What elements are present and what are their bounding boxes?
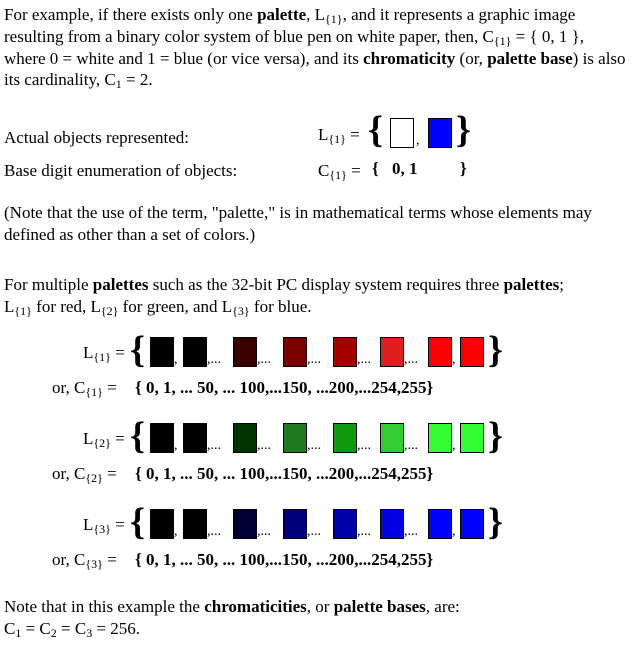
close-brace: } [488, 501, 503, 543]
palette-swatch [283, 509, 307, 539]
subscript: {1} [325, 12, 343, 26]
palette-base-label: or, $C_{\{2\}}$ = [52, 464, 117, 485]
palette-swatch [428, 337, 452, 367]
separator: ,... [257, 352, 271, 367]
palette-swatch [333, 337, 357, 367]
separator: ,... [307, 524, 321, 539]
text: , L [306, 5, 326, 24]
open-brace: { [130, 415, 145, 457]
separator: ,... [207, 524, 221, 539]
palette-enumeration: { 0, 1, ... 50, ... 100,...150, ...200,...254,255} [135, 464, 434, 483]
text: = 2. [121, 70, 153, 90]
footer-paragraph: Note that in this example the chromaticities, or palette bases, are: $C_1 = C_2 = C_3 = 256$. [4, 597, 460, 640]
separator: ,... [404, 352, 418, 367]
text: For example, if there exists only one [4, 5, 258, 24]
separator: ,... [257, 524, 271, 539]
palette-swatch [380, 509, 404, 539]
palette-swatch [428, 509, 452, 539]
separator: , [452, 352, 456, 367]
close-brace: } [456, 109, 471, 151]
separator: ,... [404, 438, 418, 453]
close-brace: } [488, 415, 503, 457]
separator: , [174, 352, 178, 367]
text: (or, [455, 48, 488, 68]
palette-base-label: or, $C_{\{3\}}$ = [52, 550, 117, 571]
palette-swatch [380, 337, 404, 367]
separator: ,... [307, 438, 321, 453]
text: = { 0, 1 }, where 0 = white and 1 = blue (or vice versa), and its [4, 26, 585, 68]
separator: ,... [357, 524, 371, 539]
close-brace: } [488, 329, 503, 371]
text: , and it represents a graphic image resulting from a binary color system of blue pen on white paper, then, C [4, 5, 576, 46]
note-paragraph: (Note that the use of the term, "palette," is in mathematical terms whose elements may defined as other than a set of colors.) [4, 203, 592, 244]
intro-paragraph [4, 4, 628, 91]
subscript: 1 [115, 77, 122, 92]
separator: ,... [307, 352, 321, 367]
palette-base-label: or, $C_{\{1\}}$ = [52, 378, 117, 399]
palette-enumeration: { 0, 1, ... 50, ... 100,...150, ...200,...254,255} [135, 550, 434, 569]
palette-swatch [233, 509, 257, 539]
palette-swatch [183, 423, 207, 453]
bold-term: palette [257, 5, 307, 24]
separator: , [452, 438, 456, 453]
palette-swatch [333, 423, 357, 453]
separator: , [174, 438, 178, 453]
palette-swatch [150, 337, 174, 367]
separator: ,... [404, 524, 418, 539]
separator: ,... [257, 438, 271, 453]
separator: , [452, 524, 456, 539]
open-brace: { [130, 329, 145, 371]
palette-label: $L_{\{1\}}$ = [83, 343, 125, 364]
text: ) is also its cardinality, C [4, 48, 626, 90]
bold-term: chromaticity [363, 48, 456, 68]
palette-swatch [333, 509, 357, 539]
base-digit-label: Base digit enumeration of objects: [4, 161, 238, 180]
subscript: {1} [493, 33, 512, 48]
palette-swatch [380, 423, 404, 453]
actual-objects-label: Actual objects represented: [4, 128, 190, 147]
separator: ,... [207, 352, 221, 367]
palette-swatch [183, 337, 207, 367]
palette-swatch [283, 423, 307, 453]
palette-swatch [283, 337, 307, 367]
separator: , [416, 133, 420, 148]
palette-label: $L_{\{3\}}$ = [83, 515, 125, 536]
enum-open: { [372, 159, 379, 178]
blue-swatch [428, 118, 452, 148]
separator: ,... [357, 438, 371, 453]
palette-swatch [460, 509, 484, 539]
palette-swatch [233, 337, 257, 367]
binary-base-label: $C_{\{1\}}$ = [318, 161, 361, 182]
binary-palette-label: $L_{\{1\}}$ = [318, 125, 360, 146]
open-brace: { [130, 501, 145, 543]
palette-label: $L_{\{2\}}$ = [83, 429, 125, 450]
palette-swatch [150, 509, 174, 539]
palette-swatch [460, 337, 484, 367]
binary-digits: 0, 1 [392, 159, 418, 178]
multi-palette-paragraph: For multiple palettes such as the 32-bit PC display system requires three palettes; $L_{\{1\}}$ for red, $L_{\{2\}}$ for green, and $L_{\{3\}}$ for blue. [4, 275, 565, 318]
separator: ,... [207, 438, 221, 453]
palette-swatch [428, 423, 452, 453]
enum-close: } [460, 159, 467, 178]
white-swatch [390, 118, 414, 148]
palette-swatch [460, 423, 484, 453]
palette-swatch [150, 423, 174, 453]
bold-term: palette base [487, 48, 573, 68]
palette-swatch [183, 509, 207, 539]
palette-enumeration: { 0, 1, ... 50, ... 100,...150, ...200,...254,255} [135, 378, 434, 397]
open-brace: { [368, 109, 383, 151]
separator: , [174, 524, 178, 539]
palette-swatch [233, 423, 257, 453]
separator: ,... [357, 352, 371, 367]
